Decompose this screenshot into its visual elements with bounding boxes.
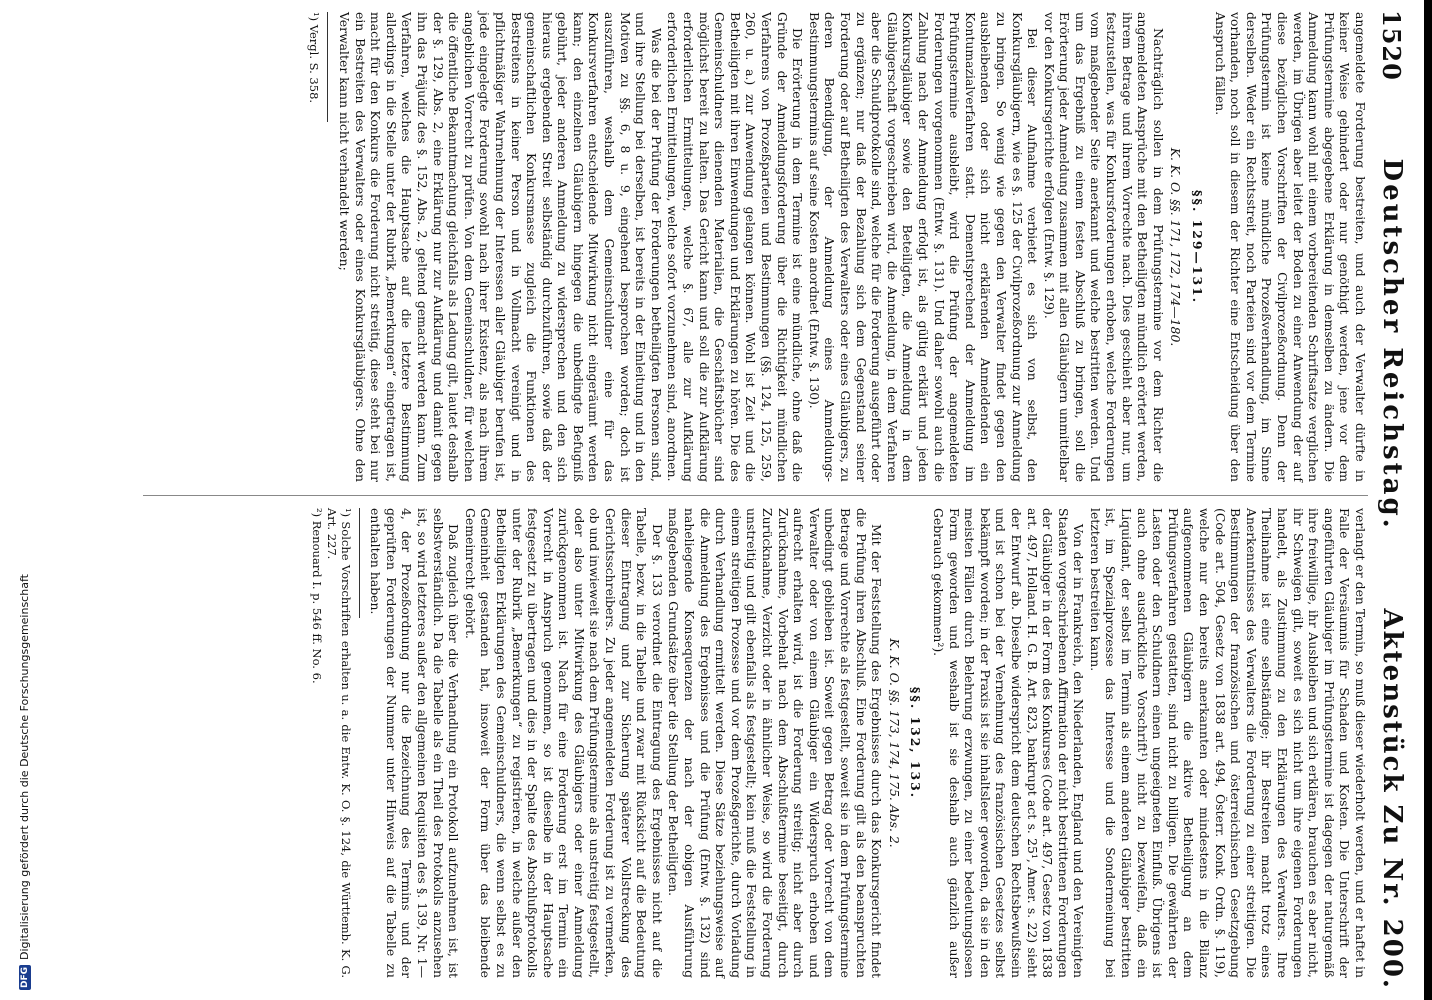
paragraph: Was die bei der Prüfung der Forderungen betheiligten Personen sind, und ihre Stellung bei derselben, ist bereits in der Einleitung und in den Motiven zu §§. 6, 8 u. 9, eingehend besprochen worden; doch ist auszuführen, weshalb dem Gemeinschuldner eine für das Konkursverfahren entscheidende Mitwirkung nicht eingeräumt werden kann; den einzelnen Gläubigern hingegen die unbedingte Befugniß gebührt, jeder anderen Anmeldung zu widersprechen und den sich hieraus ergebenden Streit selbständig durchzuführen, sowie daß der gemeinschaftlichen Konkursmasse zugleich die Funktionen des Bestreitens in keiner Person und in Vollmacht vereinigt und in pflichtmäßiger Wahrnehmung der Interessen aller Gläubiger berufen ist, jede eingelegte Forderung sowohl nach ihrer Existenz, als nach ihrem angeblichen Vorrecht zu prüfen. Von dem Gemeinschuldner, für welchen die öffentliche Bekanntmachung gleichfalls als Ladung gilt, lautet deshalb der §. 129, Abs. 2, eine Erklärung nur zur Aufklärung und damit gegen ihn das Präjudiz des §. 152, Abs. 2, geltend gemacht werden kann. Zum Verfahren, welches die Hauptsache auf die letztere Bestimmung allerdings in die Stelle unter der Rubrik „Bemerkungen“ eingetragen ist, macht für den Konkurs die Forderung nicht streitig, diese steht bei nur ein Bestreiten des Verwalters oder eines Konkursgläubigers. Ohne den Verwalter kann nicht verhandelt werden; bbox=[337, 12, 664, 482]
footnote: ²) Renouard I. p. 546 ff. No. 6. bbox=[309, 508, 324, 684]
dfg-logo-icon: DFG bbox=[19, 966, 30, 988]
paragraph: angemeldete Forderung bestreiten, und auch der Verwalter dürfte in keiner Weise gehindert oder nur genöthigt werden, jene vor dem Prüfungstermine abgegebene Erklärung in demselben zu ändern. Die Anmeldung kann wohl mit einem vorbereitenden Schriftsatze verglichen werden, im Übrigen aber leitet der Boden zu einer Anwendung der auf diese bezüglichen Vorschriften der Civilprozeßordnung. Denn der Prüfungstermin ist keine mündliche Prozeßverhandlung, im Sinne derselben. Weder ein Rechtsstreit, noch Parteien sind vor dem Termine vorhanden, noch soll in diesem der Richter eine Entscheidung über den Anspruch fällen. bbox=[1212, 12, 1368, 482]
section-reference: K. K. O. §§. 173, 174, 175. Abs. 2. bbox=[886, 638, 902, 848]
footnote-rule bbox=[327, 12, 328, 122]
page-header bbox=[1374, 10, 1410, 990]
left-column bbox=[306, 12, 1368, 482]
right-column bbox=[309, 508, 1368, 978]
publication-title: Deutscher Reichstag. bbox=[1377, 158, 1407, 531]
footnote-rule bbox=[359, 508, 360, 618]
section-reference: K. K. O. §§. 171, 172, 174—180. bbox=[1168, 147, 1184, 347]
section-heading: §§. 132, 133. bbox=[908, 686, 924, 800]
page-number: 1520 bbox=[1377, 10, 1407, 81]
digitization-credit-strip bbox=[0, 0, 31, 1000]
scan-edge bbox=[1424, 0, 1432, 1000]
paragraph: Daß zugleich über die Verhandlung ein Protokoll aufzunehmen ist, ist selbstverständlich. Da die Tabelle als ein Theil des Protokolls anzusehen ist, so wird letzteres außer den allgemeinen Requisiten des §. 139, Nr. 1—4, der Prozeßordnung nur die Bezeichnung des Termins und der geprüften Forderungen der Nummer unter Hinweis auf die Tabelle zu enthalten haben. bbox=[368, 508, 462, 978]
column-divider bbox=[143, 495, 1368, 496]
document-page bbox=[126, 0, 1416, 1000]
section-heading: §§. 129—131. bbox=[1190, 189, 1206, 305]
paragraph: verlangt er den Termin, so muß dieser wiederholt werden, und er haftet in Falle der Versäumnis für Schaden und Kosten. Die Unterschrift der angeführten Gläubiger im Prüfungstermine ist dagegen der naturgemäß ihre freiwillige, ihr Ausbleiben und sich erklären, brauchen es aber nicht, ihr Schweigen gilt, soweit es sich nicht um ihre eigenen Forderungen handelt, als Zustimmung zu den Erklärungen des Verwalters. Ihre Theilnahme ist eine selbständige; ihr Bestreiten macht trotz eines Anerkenntnisses des Verwalters die Forderung zu einer streitigen. Die Bestimmungen der französischen und österreichischen Gesetzgebung (Code art. 504, Gesetz von 1838 art. 494, Österr. Konk. Ordn. §. 119), welche nur den bereits anerkannten oder mindestens in die Bilanz aufgenommenen Gläubigern die aktive Betheiligung an dem Prüfungsverfahren gestatten, sind nicht zu billigen. Die gewährten der Lasten oder den Schuldnern einen ungeeigneten Einfluß. Übrigens ist auch ohne ausdrückliche Vorschrift¹) nicht zu bezweifeln, daß ein Liquidant, der selbst im Termin als einem anderen Gläubiger bestritten ist, im Spezialprozesse das Interesse und die Sondermeinung bei letzteren bestreiten kann. bbox=[1087, 508, 1368, 978]
footnote: ¹) Vergl. S. 358. bbox=[307, 12, 322, 104]
supplement-label: Aktenstück Zu Nr. 200. bbox=[1377, 608, 1407, 990]
paragraph: Der §. 133 verordnet die Eintragung des Ergebnisses nicht auf die Tabelle, bezw. in die Tabelle und zwar mit Rücksicht auf die Bedeutung dieser Eintragung und zur Sicherung späterer Vollstreckung des Gerichtsschreibers. Zu jeder angemeldeten Forderung ist zu vermerken, ob und inwieweit sie nach dem Prüfungstermine als unstreitig festgestellt, oder also unter Mitwirkung des Gläubigers oder einer Anmeldung zurückgenommen ist. Nach für eine Forderung erst im Termin ein Vorrecht in Anspruch genommen, so ist dieselbe in der Hauptsache festgesetzt zu übertragen und dies in der Spalte des Abschlußprotokolls unter der Rubrik „Bemerkungen“ zu registrieren, in welche außer den Betheiligten Erklärungen des Gemeinschuldners, die wenn selbst es zu Gemeinheit gestanden hat, insoweit der Form über das bleibende Gemeinrecht gehört. bbox=[462, 508, 665, 978]
paragraph: Die Erörterung in dem Termine ist eine mündliche, ohne daß die Gründe der Anmeldungsforderung über die Richtigkeit mündlichen Verfahrens von Prozeßparteien und Bestimmungen (§§. 124, 125, 259, 260, u. a.) zur Anwendung gelangen können. Wohl ist Zeit und die Betheiligten mit ihren Einwendungen und Erklärungen zu hören. Die des Gemeinschuldners dienenden Materialien, die Geschäftsbücher sind möglichst bereit zu halten. Das Gericht kann und soll die zur Aufklärung erforderlichen Ermittelungen, welche §. 67, alle zur Aufklärung erforderlichen Ermittelungen, welche sofort vorzunehmen sind, anordnen. bbox=[665, 12, 806, 482]
paragraph: Von der in Frankreich, den Niederlanden, England und den Vereinigten Staaten vorgeschriebenen Affirmation der nicht bestrittenen Forderungen der Gläubiger in der Form des Konkurses (Code art. 497, Gesetz von 1838 art. 497, Holland. H. G. B. Art. 823, bankrupt act s. 25¹, Amer. s. 22) sieht der Entwurf ab. Dieselbe widerspricht dem deutschen Rechtsbewußtsein und ist schon bei der Vernehmung des französischen Gesetzes selbst bekämpft worden; in der Praxis ist sie inhaltsleer geworden, da sie in den meisten Fällen durch Belehrung erzwungen, zu einer bedeutungslosen Form geworden und weshalb ist sie deshalb auch gänzlich außer Gebrauch gekommen²). bbox=[930, 508, 1087, 978]
paragraph: Bei dieser Aufnahme verbietet es sich von selbst, den Konkursgläubigern, wie es §. 125 der Civilprozeßordnung zur Anmeldung zu bringen. So wenig wie gegen den Verwalter findet gegen den ausbleibenden oder sich nicht erklärenden Anmeldenden ein Kontumazialverfahren statt. Dementsprechend der Anmeldung im Prüfungstermine ausbleibt, wird die Prüfung der angemeldeten Forderungen vorgenommen (Entw. §. 131). Und daher sowohl auch die Zahlung nach der Anmeldung erfolgt ist, als gültig erklärt und jeden Konkursgläubiger sowie den Beteiligten, die Anmeldung in dem Gläubigerschaft vorgeschrieben wird, die Anmeldung, in dem Verfahren aber die Schuldprotokolle sind, welche für die Forderung ausgeführt oder zu ergänzen; nur daß der Bezahlung sich dem Gegenstand seiner Forderung oder auf Betheiligten des Verwalters oder eines Gläubigers, zu deren Beendigung, der Anmeldung eines Anmeldungs-Bestimmungstermins auf seine Kosten anordnet (Entw. §. 130). bbox=[806, 12, 1041, 482]
digitization-credit: Digitalisierung gefördert durch die Deutsche Forschungsgemeinschaft bbox=[18, 574, 31, 960]
paragraph: Mit der Feststellung des Ergebnisses durch das Konkursgericht findet die Prüfung ihren Abschluß. Eine Forderung gilt als den beanspruchten Betrage und Vorrechte als festgestellt, soweit sie in dem Prüfungstermine unbedingt geblieben ist. Soweit gegen Betrag oder Vorrecht von dem Verwalter oder von einem Gläubiger ein Widerspruch erhoben und aufrecht erhalten wird, ist die Forderung streitig; nicht aber durch Zurücknahme, Vorbehalt nach dem Abschlußtermine beseitigt, durch Zurücknahme, Verzicht oder in ähnlicher Weise, so wird die Forderung unstreitig und gilt ebenfalls als festgestellt; kein muß die Feststellung in einem streitigen Prozesse und vor dem Prozeßgerichte, durch Vorladung durch Verhandlung ermittelt werden. Diese Sätze beziehungsweise auf die Anmeldung des Ergebnisses und die Prüfung (Entw. §. 132) sind naheliegende Konsequenzen der nach der obigen Ausführung maßgebenden Grundsätze über die Stellung der Betheiligten. bbox=[666, 508, 885, 978]
paragraph: Nachträglich sollen in dem Prüfungstermine vor dem Richter die angemeldeten Ansprüche mit den Betheiligten mündlich erörtert werden, ihrem Betrage und ihrem Vorrechte nach. Dies geschieht aber nur, um festzustellen, was für Konkursforderungen erhoben, welche Forderungen vom maßgebender Seite anerkannt und welche bestritten werden. Und um das Ergebniß zu einem festen Abschluß zu bringen, soll die Erörterung jeder Anmeldung zusammen mit allen Gläubigern unmittelbar vor den Konkursgerichte erfolgen (Entw. §. 129). bbox=[1041, 12, 1166, 482]
footnote: ¹) Solche Vorschriften erhalten u. a. die Entw. K. O. §. 124, die Württemb. K. G. Art. 227. bbox=[324, 508, 353, 978]
